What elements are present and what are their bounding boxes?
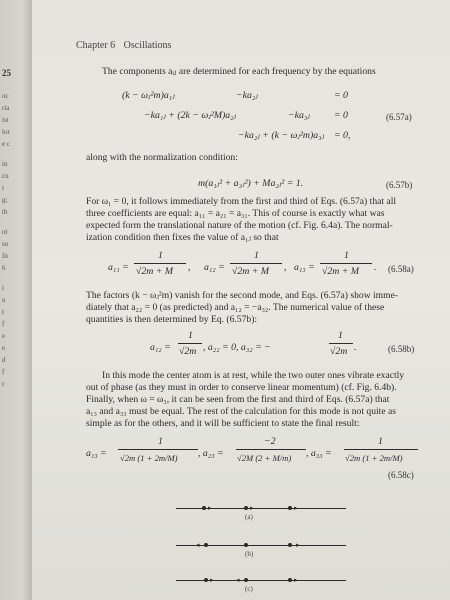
- figure-caption-c: (c): [245, 585, 253, 593]
- paragraph-1: The components aᵢⱼ are determined for each frequency by the equations: [102, 66, 376, 77]
- eq-6-58c-den3: [345, 453, 403, 463]
- previous-page-fragment: in: [2, 160, 8, 168]
- eq-6-58a-sep1: ,: [188, 262, 191, 273]
- atom-outer-left: [204, 578, 208, 582]
- eq-6-58b-a12: a₁₂ =: [150, 342, 171, 353]
- previous-page-fragment: e: [2, 344, 6, 352]
- arrow-right-icon: ▸: [296, 541, 300, 549]
- eq-number-6-58b: (6.58b): [388, 344, 415, 354]
- arrow-right-icon: ▸: [210, 576, 214, 584]
- paragraph-4-line-2: diately that a₂₂ = 0 (as predicted) and a₁₂ = −a₃₂. The numerical value of these: [86, 302, 385, 313]
- eq-6-58a-den2: √2m + M: [232, 266, 270, 277]
- eq-6-58b-den1: √2m: [179, 346, 197, 357]
- previous-page-fragment: 6: [2, 264, 6, 272]
- previous-page-fragment: th: [2, 208, 8, 216]
- eq-6-57a-row1-b: −ka₂ⱼ: [236, 90, 258, 101]
- previous-page-fragment: e: [2, 332, 6, 340]
- paragraph-4-line-1: The factors (k − ωⱼ²m) vanish for the second mode, and Eqs. (6.57a) show imme-: [86, 290, 399, 301]
- paragraph-3-line-4: ization condition then fixes the value of a₁ⱼ so that: [86, 232, 279, 243]
- eq-6-57a-row3: −ka₂ⱼ + (k − ωⱼ²m)a₃ⱼ: [238, 130, 325, 141]
- fraction-bar: [236, 449, 306, 450]
- previous-page-fragment: f: [2, 368, 5, 376]
- atom-center: [244, 543, 248, 547]
- eq-6-58c-den2: √2M (2 + M/m): [237, 453, 292, 463]
- eq-6-57b: m(a₁ⱼ² + a₃ⱼ²) + Ma₂ⱼ² = 1.: [198, 178, 304, 189]
- atom-outer-left: [202, 506, 206, 510]
- sqrt-sign: √: [120, 453, 125, 463]
- eq-6-58a-num1: 1: [158, 250, 163, 261]
- previous-page-fragment: r: [2, 380, 5, 388]
- previous-page-fragment: g;: [2, 196, 8, 204]
- eq-6-58b-num2: 1: [338, 330, 343, 341]
- eq-term: (k − ωⱼ²m)a₁ⱼ: [122, 90, 175, 101]
- fraction-bar: [329, 343, 353, 344]
- previous-page-fragment: u: [2, 296, 6, 304]
- paragraph-2: along with the normalization condition:: [86, 152, 238, 163]
- previous-page-fragment: lor: [2, 128, 10, 136]
- fraction-bar: [320, 263, 372, 264]
- atom-outer-right: [288, 506, 292, 510]
- book-page: [32, 0, 450, 600]
- previous-page-fragment: ot: [2, 228, 8, 236]
- eq-6-58c-a23: , a₂₃ =: [198, 448, 224, 459]
- chapter-label: Chapter 6: [76, 40, 116, 51]
- eq-6-58b-den2: √2m: [330, 346, 348, 357]
- eq-6-58a-num3: 1: [344, 250, 349, 261]
- eq-6-58a-a11: a₁₁ =: [108, 262, 129, 273]
- eq-number-6-57a: (6.57a): [386, 112, 412, 122]
- mode-c-axis: [176, 580, 346, 581]
- eq-number-6-58c: (6.58c): [388, 470, 414, 480]
- eq-6-58c-den1: [120, 453, 178, 463]
- eq-6-57a-row1-c: = 0: [334, 90, 348, 101]
- eq-6-58a-den1: √2m + M: [136, 266, 174, 277]
- eq-6-58a-num2: 1: [254, 250, 259, 261]
- eq-6-58a-end: .: [374, 262, 377, 273]
- paragraph-5-line-4: a₁₃ and a₃₃ must be equal. The rest of the calculation for this mode is not quite as: [86, 406, 396, 417]
- paragraph-5-line-1: In this mode the center atom is at rest, while the two outer ones vibrate exactly: [102, 370, 405, 381]
- eq-6-58b-num1: 1: [188, 330, 193, 341]
- paragraph-5-line-3: Finally, when ω = ω₃, it can be seen from the first and third of Eqs. (6.57a) that: [86, 394, 390, 405]
- previous-page-fragment: cu: [2, 172, 9, 180]
- eq-number-6-58a: (6.58a): [388, 264, 414, 274]
- arrow-right-icon: ▸: [294, 576, 298, 584]
- previous-page-fragment: ist: [2, 116, 9, 124]
- eq-6-58b-mid: , a₂₂ = 0, a₃₂ = −: [203, 342, 271, 353]
- previous-page-fragment: e c: [2, 140, 10, 148]
- den-text: 2m (1 + 2m/M): [349, 453, 403, 463]
- previous-page-fragment: ria: [2, 104, 10, 112]
- previous-page-fragment: i: [2, 184, 4, 192]
- eq-6-57a-row1: [122, 90, 175, 101]
- eq-6-57a-row2-c: = 0: [334, 110, 348, 121]
- paragraph-4-line-3: quantities is then determined by Eq. (6.57b):: [86, 314, 258, 325]
- paragraph-5-line-5: simple as for the others, and it will be sufficient to state the final result:: [86, 418, 360, 429]
- fraction-bar: [178, 343, 202, 344]
- atom-center: [244, 506, 248, 510]
- running-header: [76, 40, 177, 51]
- mode-b-axis: [176, 545, 346, 546]
- fraction-bar: [118, 449, 198, 450]
- fraction-bar: [344, 449, 418, 450]
- sqrt-sign: √: [345, 453, 350, 463]
- den-text: 2m (1 + 2m/M): [124, 453, 178, 463]
- paragraph-3-line-2: three coefficients are equal: a₁₁ = a₂₁ = a₃₁. This of course is exactly what was: [86, 208, 385, 219]
- previous-page-number: 25: [2, 68, 11, 78]
- arrow-right-icon: ▸: [250, 504, 254, 512]
- atom-outer-right: [288, 578, 292, 582]
- eq-6-57a-row2-b: −ka₃ⱼ: [288, 110, 310, 121]
- atom-outer-left: [204, 543, 208, 547]
- eq-6-58a-a13: a₁₃ =: [294, 262, 315, 273]
- previous-page-fragment: so: [2, 240, 9, 248]
- eq-6-58a-den3: √2m + M: [322, 266, 360, 277]
- arrow-left-icon: ◂: [196, 541, 200, 549]
- eq-6-57a-row2: −ka₁ⱼ + (2k − ωⱼ²M)a₂ⱼ: [144, 110, 237, 121]
- eq-6-58a-sep2: ,: [284, 262, 287, 273]
- arrow-right-icon: ▸: [208, 504, 212, 512]
- arrow-left-icon: ◂: [236, 576, 240, 584]
- paragraph-3-line-1: For ω₁ = 0, it follows immediately from the first and third of Eqs. (6.57a) that all: [86, 196, 397, 207]
- previous-page-edge: [0, 0, 32, 600]
- paragraph-3-line-3: expected form the translational nature of the motion (cf. Fig. 6.4a). The normal-: [86, 220, 393, 231]
- eq-6-58a-a12: a₁₂ =: [204, 262, 225, 273]
- eq-6-58c-a13: a₁₃ =: [86, 448, 107, 459]
- eq-6-58b-end: .: [354, 342, 357, 353]
- eq-6-58c-num3: 1: [378, 436, 383, 447]
- eq-6-58c-num2: −2: [264, 436, 276, 447]
- paragraph-5-line-2: out of phase (as they must in order to conserve linear momentum) (cf. Fig. 6.4b).: [86, 382, 397, 393]
- atom-outer-right: [288, 543, 292, 547]
- previous-page-fragment: t: [2, 308, 4, 316]
- chapter-title: Oscillations: [123, 40, 172, 51]
- previous-page-fragment: fn: [2, 252, 8, 260]
- fraction-bar: [134, 263, 186, 264]
- eq-number-6-57b: (6.57b): [386, 180, 413, 190]
- figure-caption-a: (a): [245, 513, 253, 521]
- eq-6-57a-row3-c: = 0,: [334, 130, 351, 141]
- fraction-bar: [230, 263, 282, 264]
- eq-6-58c-a33: , a₃₃ =: [306, 448, 332, 459]
- previous-page-fragment: i: [2, 284, 4, 292]
- figure-caption-b: (b): [245, 550, 254, 558]
- eq-6-58c-num1: 1: [158, 436, 163, 447]
- previous-page-fragment: d: [2, 356, 6, 364]
- previous-page-fragment: f: [2, 320, 5, 328]
- previous-page-fragment: oc: [2, 92, 9, 100]
- atom-center: [244, 578, 248, 582]
- arrow-right-icon: ▸: [294, 504, 298, 512]
